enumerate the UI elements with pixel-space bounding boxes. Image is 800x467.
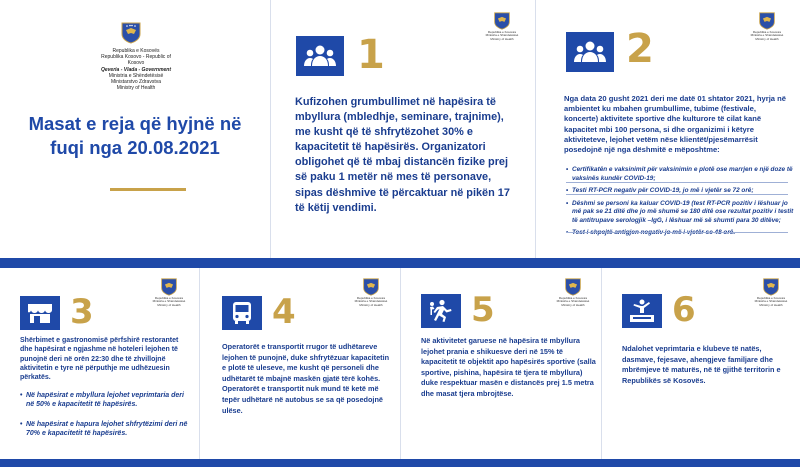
gov-line: Ministry of Health bbox=[157, 302, 181, 307]
gov-line: Ministria e Shëndetësisë bbox=[354, 299, 388, 304]
separator bbox=[566, 182, 788, 183]
gov-line: Republika e Kosovës bbox=[154, 296, 184, 300]
kosovo-coat-of-arms-icon bbox=[493, 12, 511, 30]
gov-line: Republika e Kosovës bbox=[558, 296, 588, 300]
list-item: • Dëshmi se personi ka kaluar COVID-19 (test RT-PCR pozitiv i lëshuar jo më pak se 21 ditë dhe jo më shumë se 180 ditë ose rezultat pozitiv i testit të antitrupave serologjik –IgG, i lëshuar më së shumti para 30 ditëve; bbox=[566, 200, 794, 226]
gov-line: Republika e Kosovës bbox=[112, 48, 160, 54]
blue-band bbox=[0, 459, 800, 467]
measure-number: 3 bbox=[70, 292, 94, 332]
kosovo-coat-of-arms-icon bbox=[362, 278, 380, 296]
gov-caption bbox=[482, 31, 522, 41]
kosovo-coat-of-arms-icon bbox=[120, 22, 142, 44]
group-icon bbox=[296, 36, 344, 76]
measure-panel-2 bbox=[536, 0, 800, 258]
gov-line: Republika e Kosovës bbox=[356, 296, 386, 300]
measure-panel-4 bbox=[200, 268, 400, 467]
list-item bbox=[566, 229, 794, 238]
gov-line: Republika e Kosovës bbox=[756, 296, 786, 300]
list-item: • Testi RT-PCR negativ për COVID-19, jo më i vjetër se 72 orë; bbox=[566, 187, 794, 196]
gov-line: Ministry of Health bbox=[561, 302, 585, 307]
gov-line: Republika e Kosovës bbox=[487, 30, 517, 34]
measure-text: Shërbimet e gastronomisë përfshirë restorantet dhe hapësirat e ngjashme në hoteleri lejohen të punojnë deri në orën 22:30 dhe të zhvillojnë aktivitetin e tyre në përputhje me udhëzuesin përkatës. bbox=[20, 337, 179, 382]
measure-text: Kufizohen grumbullimet në hapësira të mbyllura (mbledhje, seminare, trajnime), me kusht që të shfrytëzohet 30% e kapacitetit të hapësirës. Organizatori obligohet që të mbaj distancën fizike prej së paku 1 metër në mes të personave, sipas dëshmive të përcaktuar në pikën 17 të këtij vendimi. bbox=[295, 96, 510, 214]
gov-line: Ministria e Shëndetësisë bbox=[152, 299, 186, 304]
gov-line: Ministry of Health bbox=[759, 302, 783, 307]
separator bbox=[566, 232, 788, 233]
page-title: Masat e reja që hyjnë në fuqi nga 20.08.2021 bbox=[28, 113, 242, 158]
measure-panel-6 bbox=[602, 268, 800, 467]
gov-line: Ministry of Health bbox=[359, 302, 383, 307]
gov-line: Ministria e Shëndetësisë bbox=[556, 299, 590, 304]
measure-number: 2 bbox=[626, 26, 654, 72]
store-icon bbox=[20, 296, 60, 330]
measure-number: 6 bbox=[672, 290, 696, 330]
measure-text: Ndalohet veprimtaria e klubeve të natës, dasmave, fejesave, ahengjeve familjare dhe mbrëmjeve të maturës, në të gjithë territorin e Republikës së Kosovës. bbox=[622, 344, 781, 385]
bus-icon bbox=[222, 296, 262, 330]
measure-number: 5 bbox=[471, 290, 495, 330]
kosovo-coat-of-arms-icon bbox=[564, 278, 582, 296]
gov-caption bbox=[351, 297, 391, 307]
gov-caption bbox=[553, 297, 593, 307]
measure-panel-3 bbox=[0, 268, 199, 467]
gov-line: Ministry of Health bbox=[490, 36, 514, 41]
gov-caption bbox=[149, 297, 189, 307]
sports-icon bbox=[421, 294, 461, 328]
dance-icon bbox=[622, 294, 662, 328]
measure-text: Në aktivitetet garuese në hapësira të mbyllura lejohet prania e shikuesve deri në 15% të kapacitetit të objektit apo hapësirës sportive (salla sportive, pishina, hapësira të tjera të mbyllura) duke respektuar masën e distancës prej 1.5 metra dhe masat tjera mbrojtëse. bbox=[421, 336, 596, 398]
gov-line: Republika Kosovo - Republic of Kosovo bbox=[101, 54, 171, 67]
kosovo-coat-of-arms-icon bbox=[160, 278, 178, 296]
gov-caption bbox=[751, 297, 791, 307]
government-header bbox=[96, 48, 176, 91]
gov-line: Ministria e Shëndetësisë bbox=[108, 72, 164, 79]
separator bbox=[566, 194, 788, 195]
gold-divider bbox=[110, 188, 186, 191]
gov-line: Ministria e Shëndetësisë bbox=[754, 299, 788, 304]
measure-text: Operatorët e transportit rrugor të udhëtareve lejohen të punojnë, duke shfrytëzuar kapacitetin e plotë të uleseve, me kusht që personeli dhe udhëtarët të mbajnë maskën gjatë tërë kohës. Operatorët e transportit nuk mund të ketë më tepër udhëtarë në autobus se sa që posedojnë ulëse. bbox=[222, 342, 390, 415]
gov-line: Republika e Kosovës bbox=[752, 30, 782, 34]
gov-line: Ministry of Health bbox=[116, 85, 156, 92]
kosovo-coat-of-arms-icon bbox=[762, 278, 780, 296]
measure-number: 4 bbox=[272, 292, 296, 332]
gov-line: Ministarstvo Zdravstva bbox=[110, 79, 161, 86]
capacity-list bbox=[20, 391, 192, 438]
measure-number: 1 bbox=[357, 32, 385, 78]
measure-panel-5 bbox=[401, 268, 601, 467]
gov-caption bbox=[747, 31, 787, 41]
gov-line: Ministria e Shëndetësisë bbox=[750, 33, 784, 38]
list-item: • Në hapësirat e hapura lejohet shfrytëzimi deri në 70% e kapacitetit të hapësirës. bbox=[20, 420, 192, 439]
measure-panel-1 bbox=[271, 0, 535, 258]
measure-text: Nga data 20 gusht 2021 deri me datë 01 shtator 2021, hyrja në ambientet ku mbahen grumbullime, tubime (festivale, koncerte) aktivitete sportive dhe kulturore të cilat kanë kapacitet mbi 100 persona, si dhe organizimi i këtyre aktiviteteve, lejohet vetëm nëse klientët/pjesëmarrësit posedojnë një nga dëshmitë e mëposhtme: bbox=[564, 94, 786, 155]
list-item: • Në hapësirat e mbyllura lejohet veprimtaria deri në 50% e kapacitetit të hapësirës. bbox=[20, 391, 192, 410]
list-item: • Certifikatën e vaksinimit për vaksinimin e plotë ose marrjen e një doze të vaksinës kundër COVID-19; bbox=[566, 166, 794, 183]
kosovo-coat-of-arms-icon bbox=[758, 12, 776, 30]
gov-line: Qeveria - Vlada - Government bbox=[100, 66, 172, 73]
group-icon bbox=[566, 32, 614, 72]
evidence-list bbox=[566, 166, 794, 238]
blue-band bbox=[0, 258, 800, 268]
gov-line: Ministry of Health bbox=[755, 36, 779, 41]
gov-line: Ministria e Shëndetësisë bbox=[485, 33, 519, 38]
intro-panel bbox=[0, 0, 270, 258]
